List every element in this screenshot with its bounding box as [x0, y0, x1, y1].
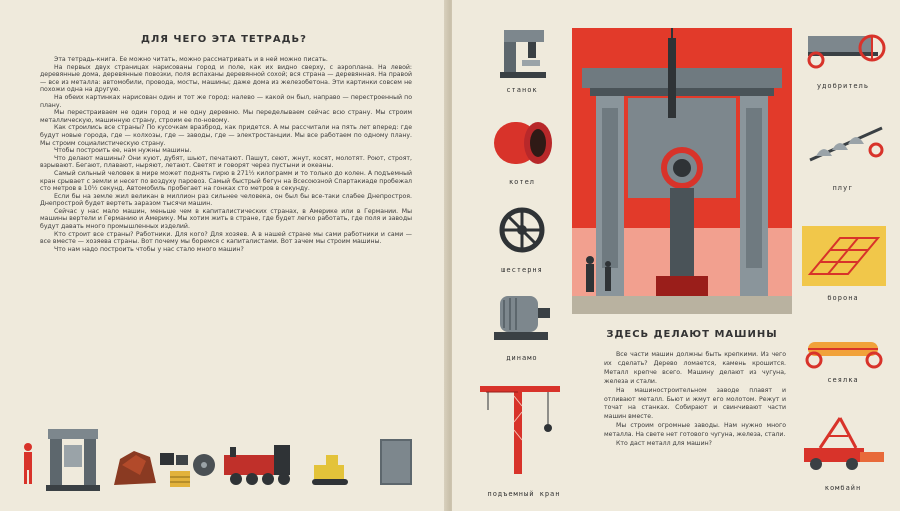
paragraph: Самый сильный человек в мире может поднять гирю в 271½ килограмм и то только до колен. А подъемный кран срывает с земли и несет по воздуху паровоз. Самый быстрый бегун на Всесоюзной Спартакиаде пробежал сто метров в 10½ секунд. Автомобиль пробегает на гонках сто метров в секунду. [40, 169, 412, 193]
paragraph: Мы строим огромные заводы. Нам нужно много металла. На свете нет готового чугуна, железа, стали. [604, 422, 786, 439]
right-page [452, 0, 900, 511]
left-page [0, 0, 448, 511]
right-page-text [604, 351, 786, 449]
label-machine-tool: станок [506, 86, 538, 94]
ore-pile-icon [114, 451, 156, 485]
label-boiler: котел [508, 178, 536, 186]
paragraph: Что нам надо построить чтобы у нас стало много машин? [54, 245, 244, 253]
fertilizer-spreader-icon [802, 26, 888, 70]
label-combine: комбайн [824, 484, 862, 492]
paragraph: На первых двух страницах нарисованы город и поле, как их видно сверху, с аэроплана. На левой: деревянные дома, деревянные повозки, поля вспаханы деревянной сохой; вся страна — деревянная. На правой — все из металла: автомобили, провода, мосты, машины; даже дома из железобетона. Эти картинки совсем не похожи одна на другую. [40, 63, 412, 94]
worker-figure-icon [24, 443, 32, 484]
wheel-disc-icon [193, 454, 215, 476]
paragraph: На машиностроительном заводе плавят и отливают металл. Бьют и жмут его молотом. Режут и точат на станках. Собирают и свинчивают части машин вместе. [604, 386, 786, 421]
paragraph: Как строились все страны? По кусочкам вразброд, как придется. А мы рассчитали на пять лет вперед: где будут новые города, где — колхозы, где — заводы, где — электростанции. Мы все работаем по одному плану. Мы строим социалистическую страну. [40, 124, 412, 147]
tower-crane-icon [474, 376, 564, 476]
harrow-icon [800, 224, 888, 288]
machine-tool-icon [494, 24, 550, 80]
locomotive-icon [224, 445, 290, 485]
label-seeder: сеялка [827, 376, 859, 384]
label-crane: подъемный кран [487, 490, 561, 498]
left-page-text [40, 56, 412, 253]
machines-illustration-strip [18, 425, 418, 493]
factory-forge-illustration [572, 28, 792, 314]
paragraph: Чтобы построить ее, нам нужны машины. [54, 147, 192, 155]
paragraph: Кто строит все страны? Работники. Для кого? Для хозяев. А в нашей стране мы сами работники и сами — все вместе — хозяева страны. Вот почему мы боремся с капиталистами. Вот зачем мы строим машины. [40, 230, 412, 246]
press-machine-icon [46, 429, 100, 491]
label-plough: плуг [832, 184, 854, 192]
boiler-icon [486, 114, 558, 172]
right-page-title: ЗДЕСЬ ДЕЛАЮТ МАШИНЫ [606, 329, 778, 340]
label-harrow: борона [827, 294, 859, 302]
metal-sheet-icon [380, 439, 412, 485]
paragraph: Эта тетрадь-книга. Ее можно читать, можно рассматривать и в ней можно писать. [54, 56, 328, 63]
label-fertilizer: удобритель [816, 82, 870, 90]
paragraph: Мы перестраиваем не один город и не одну деревню. Мы переделываем сейчас всю страну. Мы строим металлическую, машинную страну, строим ее по-новому. [40, 109, 412, 124]
coal-lumps-icon [160, 453, 190, 487]
left-page-title: ДЛЯ ЧЕГО ЭТА ТЕТРАДЬ? [141, 34, 307, 45]
paragraph: На обеих картинках нарисован один и тот же город: налево — какой он был, направо — перестроенный по плану. [40, 93, 412, 109]
paragraph: Если бы на земле жил великан в миллион раз сильнее человека, он был бы все-таки слабее Днепростроя. Днепрострой будет вертеть заразом тысячи машин. [40, 192, 412, 208]
plough-icon [802, 120, 888, 174]
combine-harvester-icon [800, 412, 888, 472]
label-dynamo: динамо [506, 354, 538, 362]
dynamo-icon [486, 286, 556, 344]
tractor-icon [312, 455, 348, 485]
seeder-icon [802, 336, 888, 370]
paragraph: Сейчас у нас мало машин, меньше чем в капиталистических странах, в Америке или в Германии. Мы машины вертели и Германию и Америку. Мы хотим жить в стране, где будет легко работать, где поля и заводы будут давать много промышленных изделий. [40, 207, 412, 231]
paragraph: Что делают машины? Они куют, дубят, шьют, печатают. Пашут, сеют, жнут, косят, молотят. Роют, строят, взрывают. Бегают, плавают, ныряют, летают. Светят и говорят через пустыни и океаны. [40, 154, 412, 170]
paragraph: Кто даст металл для машин? [616, 440, 712, 448]
gear-wheel-icon [498, 206, 546, 254]
label-gear: шестерня [501, 266, 543, 274]
paragraph: Все части машин должны быть крепкими. Из чего их сделать? Дерево ломается, камень крошится. Металл крепче всего. Машину делают из чугуна, железа и стали. [604, 351, 786, 385]
